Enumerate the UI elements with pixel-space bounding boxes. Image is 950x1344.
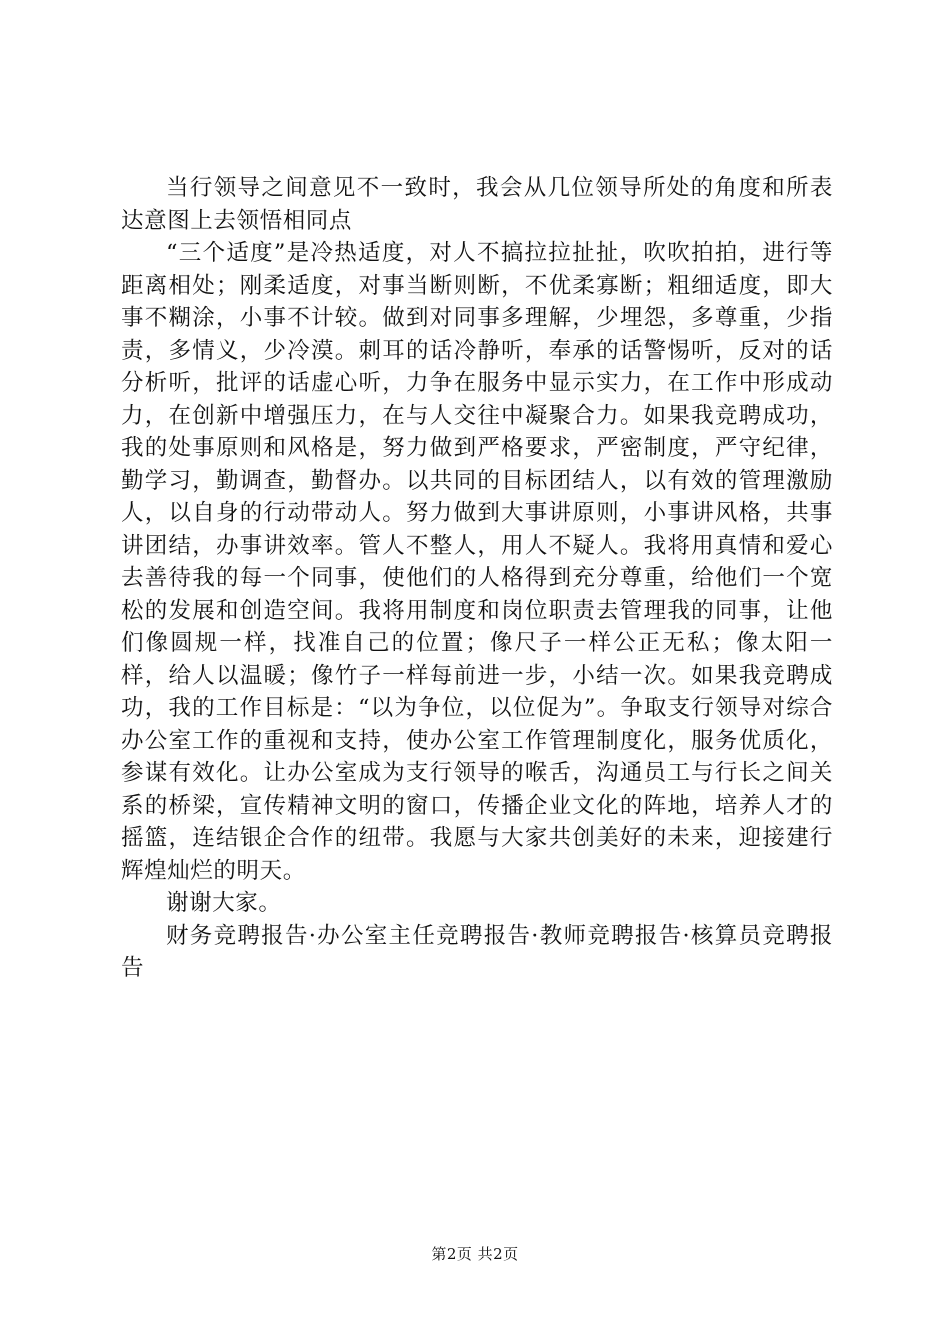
paragraph-leader-opinions: 当行领导之间意见不一致时，我会从几位领导所处的角度和所表达意图上去领悟相同点 bbox=[121, 175, 833, 234]
paragraph-thanks: 谢谢大家。 bbox=[166, 890, 282, 916]
page-number-footer: 第2页 共2页 bbox=[431, 1245, 519, 1263]
paragraph-three-moderations: “三个适度”是冷热适度，对人不搞拉拉扯扯，吹吹拍拍，进行等距离相处；刚柔适度，对事当断则断，不优柔寡断；粗细适度，即大事不糊涂，小事不计较。做到对同事多理解，少埋怨，多尊重，少指责，多情义，少冷漠。刺耳的话冷静听，奉承的话警惕听，反对的话分析听，批评的话虚心听，力争在服务中显示实力，在工作中形成动力，在创新中增强压力，在与人交往中凝聚合力。如果我竞聘成功，我的处事原则和风格是，努力做到严格要求，严密制度，严守纪律，勤学习，勤调查，勤督办。以共同的目标团结人，以有效的管理激励人，以自身的行动带动人。努力做到大事讲原则，小事讲风格，共事讲团结，办事讲效率。管人不整人，用人不疑人。我将用真情和爱心去善待我的每一个同事，使他们的人格得到充分尊重，给他们一个宽松的发展和创造空间。我将用制度和岗位职责去管理我的同事，让他们像圆规一样，找准自己的位置；像尺子一样公正无私；像太阳一样，给人以温暖；像竹子一样每前进一步，小结一次。如果我竞聘成功，我的工作目标是：“以为争位，以位促为”。争取支行领导对综合办公室工作的重视和支持，使办公室工作管理制度化，服务优质化，参谋有效化。让办公室成为支行领导的喉舌，沟通员工与行长之间关系的桥梁，宣传精神文明的窗口，传播企业文化的阵地，培养人才的摇篮，连结银企合作的纽带。我愿与大家共创美好的未来，迎接建行辉煌灿烂的明天。 bbox=[121, 240, 833, 884]
document-body bbox=[121, 172, 833, 985]
paragraph-related-reports: 财务竞聘报告·办公室主任竞聘报告·教师竞聘报告·核算员竞聘报告 bbox=[121, 922, 833, 981]
